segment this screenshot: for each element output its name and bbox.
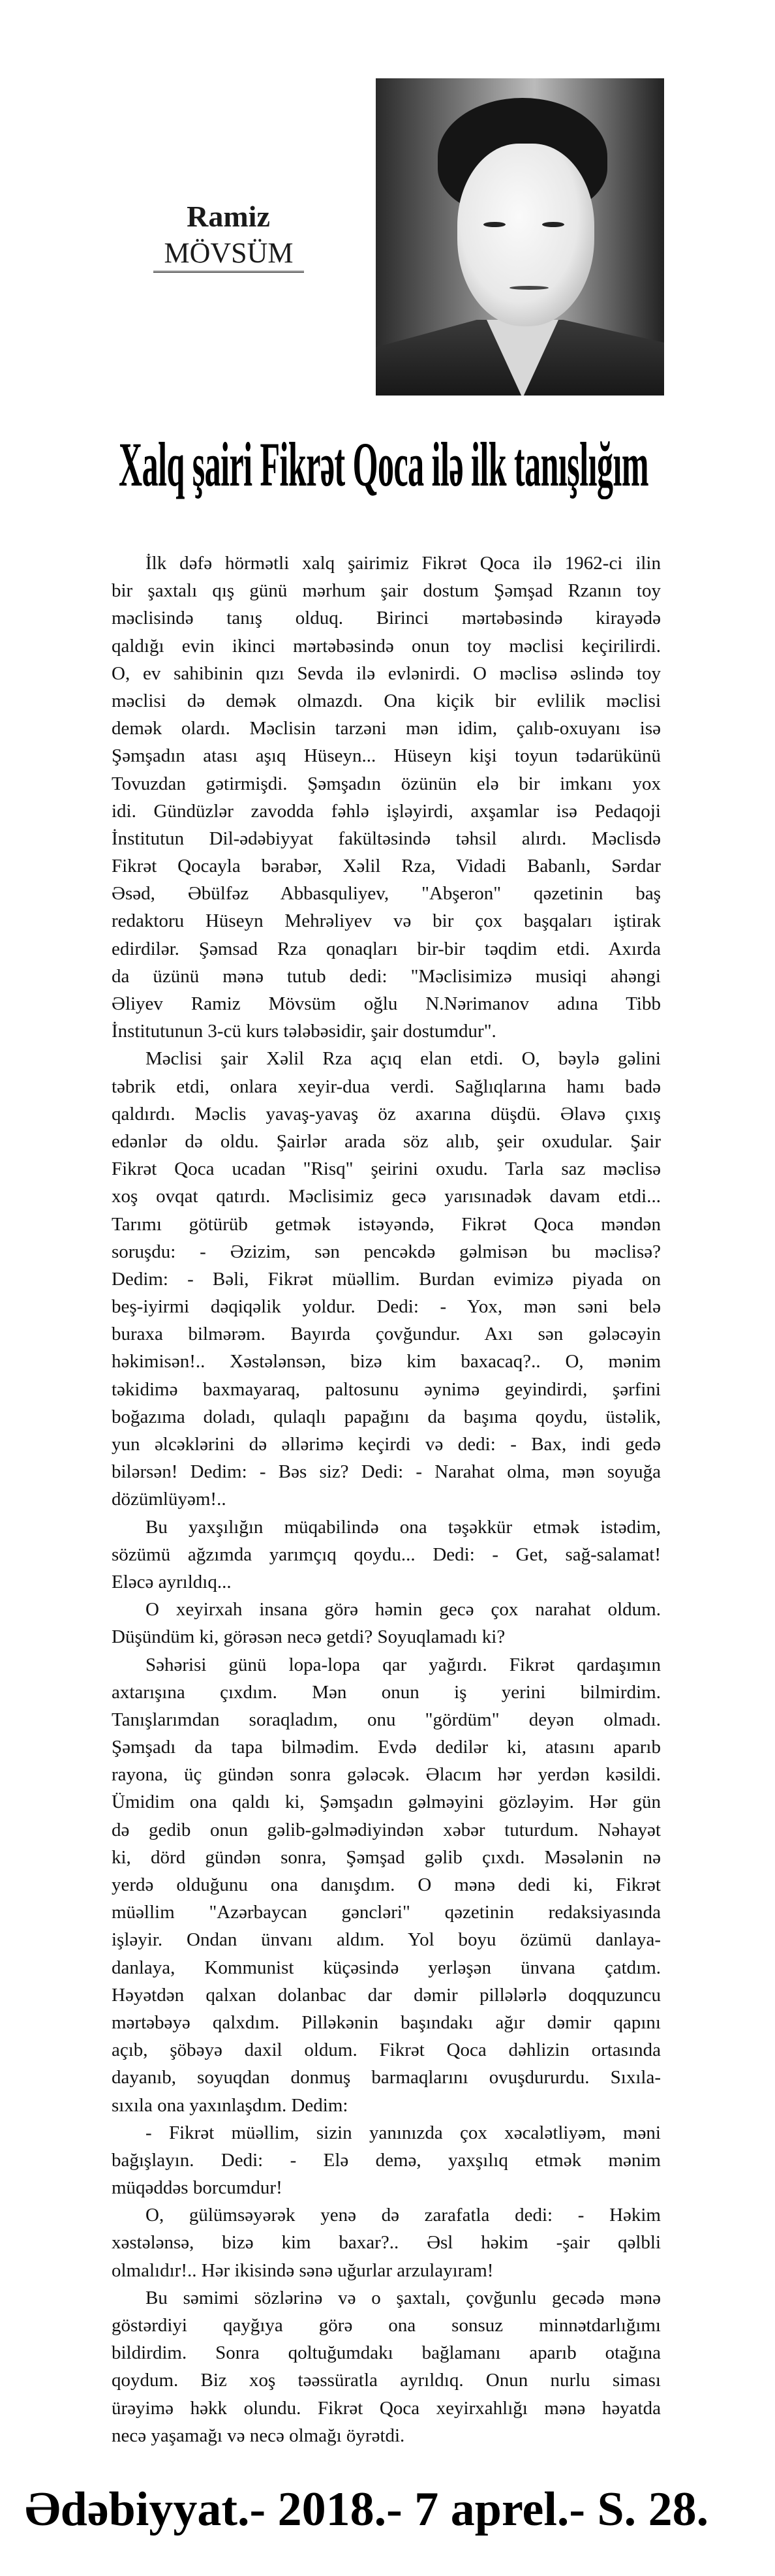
paragraph-line: yerdə olduğunu ona danışdım. O mənə dedi ki, Fikrət: [112, 1874, 661, 1895]
paragraph-line: müəllim "Azərbaycan gəncləri" qəzetinin redaksiyasında: [112, 1902, 661, 1923]
paragraph-line: dözümlüyəm!..: [112, 1489, 226, 1510]
author-last-name: MÖVSÜM: [153, 236, 304, 273]
paragraph-line: beş-iyirmi dəqiqəlik yoldur. Dedi: - Yox, mən səni belə: [112, 1296, 661, 1318]
paragraph-line: Fikrət Qoca ucadan "Risq" şeirini oxudu. Tarla saz məclisə: [112, 1158, 661, 1180]
paragraph-line: ki, dörd gündən sonra, Şəmşad gəlib çıxdı. Məsələnin nə: [112, 1846, 661, 1868]
paragraph-line: mərtəbəyə qalxdım. Pilləkənin başındakı ağır dəmir qapını: [112, 2011, 661, 2033]
paragraph-line: axtarışına çıxdım. Mən onun iş yerini bilmirdim.: [112, 1681, 661, 1703]
author-first-name: Ramiz: [187, 200, 270, 233]
paragraph-line: xoş ovqat qatırdı. Məclisimiz gecə yarısınadək davam etdi...: [112, 1186, 661, 1207]
paragraph-line: Bu yaxşılığın müqabilində ona təşəkkür etmək istədim,: [145, 1516, 661, 1538]
paragraph-line: Əliyev Ramiz Mövsüm oğlu N.Nərimanov adına Tibb: [112, 993, 661, 1014]
paragraph-line: buraxa bilmərəm. Bayırda çovğundur. Axı sən gələcəyin: [112, 1324, 661, 1345]
paragraph-line: Şəmşadı da tapa bilmədim. Evdə dedilər ki, atasını aparıb: [112, 1737, 661, 1758]
paragraph-line: Dedim: - Bəli, Fikrət müəllim. Burdan evimizə piyada on: [112, 1268, 661, 1290]
paragraph-line: da üzünü mənə tutub dedi: "Məclisimizə musiqi ahəngi: [112, 965, 661, 987]
paragraph-line: Fikrət Qocayla bərabər, Xəlil Rza, Vidadi Babanlı, Sərdar: [112, 856, 661, 877]
paragraph-line: idi. Gündüzlər zavodda fəhlə işləyirdi, axşamlar isə Pedaqoji: [112, 800, 661, 822]
paragraph-line: işləyir. Ondan ünvanı aldım. Yol boyu özümü danlaya-: [112, 1929, 661, 1951]
paragraph-line: sıxıla ona yaxınlaşdım. Dedim:: [112, 2094, 348, 2116]
paragraph-line: bir şaxtalı qış günü mərhum şair dostum Şəmşad Rzanın toy: [112, 580, 661, 602]
paragraph-line: göstərdiyi qayğıya görə ona sonsuz minnətdarlığımı: [112, 2315, 661, 2336]
paragraph-line: Eləcə ayrıldıq...: [112, 1571, 232, 1592]
paragraph-line: Həyətdən qalxan dolanbac dar dəmir pillələrlə doqquzuncu: [112, 1984, 661, 2006]
paragraph-line: ürəyimə həkk olundu. Fikrət Qoca xeyirxahlığı mənə həyatda: [112, 2397, 661, 2419]
paragraph-line: edirdilər. Şəmsad Rza qonaqları bir-bir təqdim etdi. Axırda: [112, 938, 661, 959]
paragraph-line: Ümidim ona qaldı ki, Şəmşadın gəlməyini gözləyim. Hər gün: [112, 1792, 661, 1813]
paragraph-line: Şəmşadın atası aşıq Hüseyn... Hüseyn kişi toyun tədarükünü: [112, 745, 661, 767]
photo-eye: [542, 222, 564, 227]
paragraph-line: Səhərisi günü lopa-lopa qar yağırdı. Fikrət qardaşımın: [145, 1654, 661, 1675]
source-citation: Ədəbiyyat.- 2018.- 7 aprel.- S. 28.: [25, 2483, 709, 2536]
paragraph-line: qoydum. Biz xoş təəssüratla ayrıldıq. Onun nurlu siması: [112, 2370, 661, 2391]
paragraph-line: edənlər də oldu. Şairlər arada söz alıb, şeir oxudular. Şair: [112, 1130, 661, 1152]
paragraph-line: xəstələnsə, bizə kim baxar?.. Əsl həkim -şair qəlbli: [112, 2232, 661, 2254]
paragraph-line: Tanışlarımdan soraqladım, onu "gördüm" deyən olmadı.: [112, 1709, 661, 1730]
paragraph-line: Tovuzdan gətirmişdi. Şəmşadın özünün elə bir imkanı yox: [112, 773, 661, 794]
paragraph-line: məclisində tanış olduq. Birinci mərtəbəsində kirayədə: [112, 608, 661, 629]
paragraph-line: qaldığı evin ikinci mərtəbəsində onun toy məclisi keçirilirdi.: [112, 635, 661, 657]
paragraph-line: İnstitutun Dil-ədəbiyyat fakültəsində təhsil alırdı. Məclisdə: [112, 828, 661, 849]
paragraph-line: boğazıma doladı, qulaqlı papağını da başıma qoydu, üstəlik,: [112, 1406, 661, 1427]
author-photo: [376, 78, 664, 396]
article-title: Xalq şairi Fikrət Qoca ilə ilk tanışlığım: [119, 429, 648, 499]
paragraph-line: sözümü ağzımda yarımçıq qoydu... Dedi: - Get, sağ-salamat!: [112, 1544, 661, 1565]
paragraph-line: qaldırdı. Məclis yavaş-yavaş öz axarına düşdü. Əlavə çıxış: [112, 1103, 661, 1125]
paragraph-line: O, ev sahibinin qızı Sevda ilə evlənirdi. O məclisə əslində toy: [112, 662, 661, 684]
paragraph-line: bağışlayın. Dedi: - Elə demə, yaxşılıq etmək mənim: [112, 2149, 661, 2171]
paragraph-line: soruşdu: - Əzizim, sən pencəkdə gəlmisən bu məclisə?: [112, 1241, 661, 1262]
article-body: [112, 550, 661, 2449]
photo-face: [457, 144, 594, 326]
paragraph-line: təkidimə baxmayaraq, paltosunu əynimə geyindirdi, şərfini: [112, 1378, 661, 1400]
paragraph-line: müqəddəs borcumdur!: [112, 2177, 282, 2199]
paragraph-line: məclisi də demək olmazdı. Ona kiçik bir evlilik məclisi: [112, 690, 661, 711]
paragraph-line: təbrik etdi, onlara xeyir-dua verdi. Sağlıqlarına hamı badə: [112, 1076, 661, 1097]
paragraph-line: demək olardı. Məclisin tarzəni mən idim, çalıb-oxuyanı isə: [112, 718, 661, 739]
paragraph-line: bildirdim. Sonra qoltuğumdakı bağlamanı aparıb otağına: [112, 2342, 661, 2364]
paragraph-line: danlaya, Kommunist küçəsində yerləşən ünvana çatdım.: [112, 1957, 661, 1978]
paragraph-line: O, gülümsəyərək yenə də zarafatla dedi: - Həkim: [145, 2205, 661, 2226]
paragraph-line: dayanıb, soyuqdan donmuş barmaqlarını ovuşdururdu. Sıxıla-: [112, 2067, 661, 2088]
paragraph-line: - Fikrət müəllim, sizin yanınızda çox xəcalətliyəm, məni: [145, 2122, 661, 2143]
paragraph-line: də gedib onun gəlib-gəlmədiyindən xəbər tuturdum. Nəhayət: [112, 1819, 661, 1840]
paragraph-line: olmalıdır!.. Hər ikisində sənə uğurlar arzulayıram!: [112, 2259, 494, 2281]
photo-eye: [483, 222, 506, 227]
paragraph-line: İnstitutunun 3-cü kurs tələbəsidir, şair dostumdur".: [112, 1021, 496, 1042]
paragraph-line: Düşündüm ki, görəsən necə getdi? Soyuqlamadı ki?: [112, 1626, 506, 1648]
paragraph-line: yun əlcəklərini də əllərimə keçirdi və dedi: - Bax, indi gedə: [112, 1434, 661, 1455]
paragraph-line: Tarımı götürüb getmək istəyəndə, Fikrət Qoca məndən: [112, 1213, 661, 1235]
paragraph-line: redaktoru Hüseyn Mehrəliyev və bir çox başqaları iştirak: [112, 910, 661, 932]
paragraph-line: həkimisən!.. Xəstələnsən, bizə kim baxacaq?.. O, mənim: [112, 1351, 661, 1373]
photo-mouth: [509, 286, 549, 290]
paragraph-line: necə yaşamağı və necə olmağı öyrətdi.: [112, 2425, 405, 2446]
paragraph-line: O xeyirxah insana görə həmin gecə çox narahat oldum.: [145, 1599, 661, 1621]
paragraph-line: İlk dəfə hörmətli xalq şairimiz Fikrət Qoca ilə 1962-ci ilin: [145, 553, 661, 574]
paragraph-line: bilərsən! Dedim: - Bəs siz? Dedi: - Narahat olma, mən soyuğa: [112, 1461, 661, 1483]
paragraph-line: açıb, şöbəyə daxil oldum. Fikrət Qoca dəhlizin ortasında: [112, 2040, 661, 2061]
paragraph-line: Əsəd, Əbülfəz Abbasquliyev, "Abşeron" qəzetinin baş: [112, 883, 661, 905]
paragraph-line: rayona, üç gündən sonra gələcək. Əlacım hər yerdən kəsildi.: [112, 1764, 661, 1786]
paragraph-line: Məclisi şair Xəlil Rza açıq elan etdi. O, bəylə gəlini: [145, 1048, 661, 1070]
paragraph-line: Bu səmimi sözlərinə və o şaxtalı, çovğunlu gecədə mənə: [145, 2287, 661, 2308]
